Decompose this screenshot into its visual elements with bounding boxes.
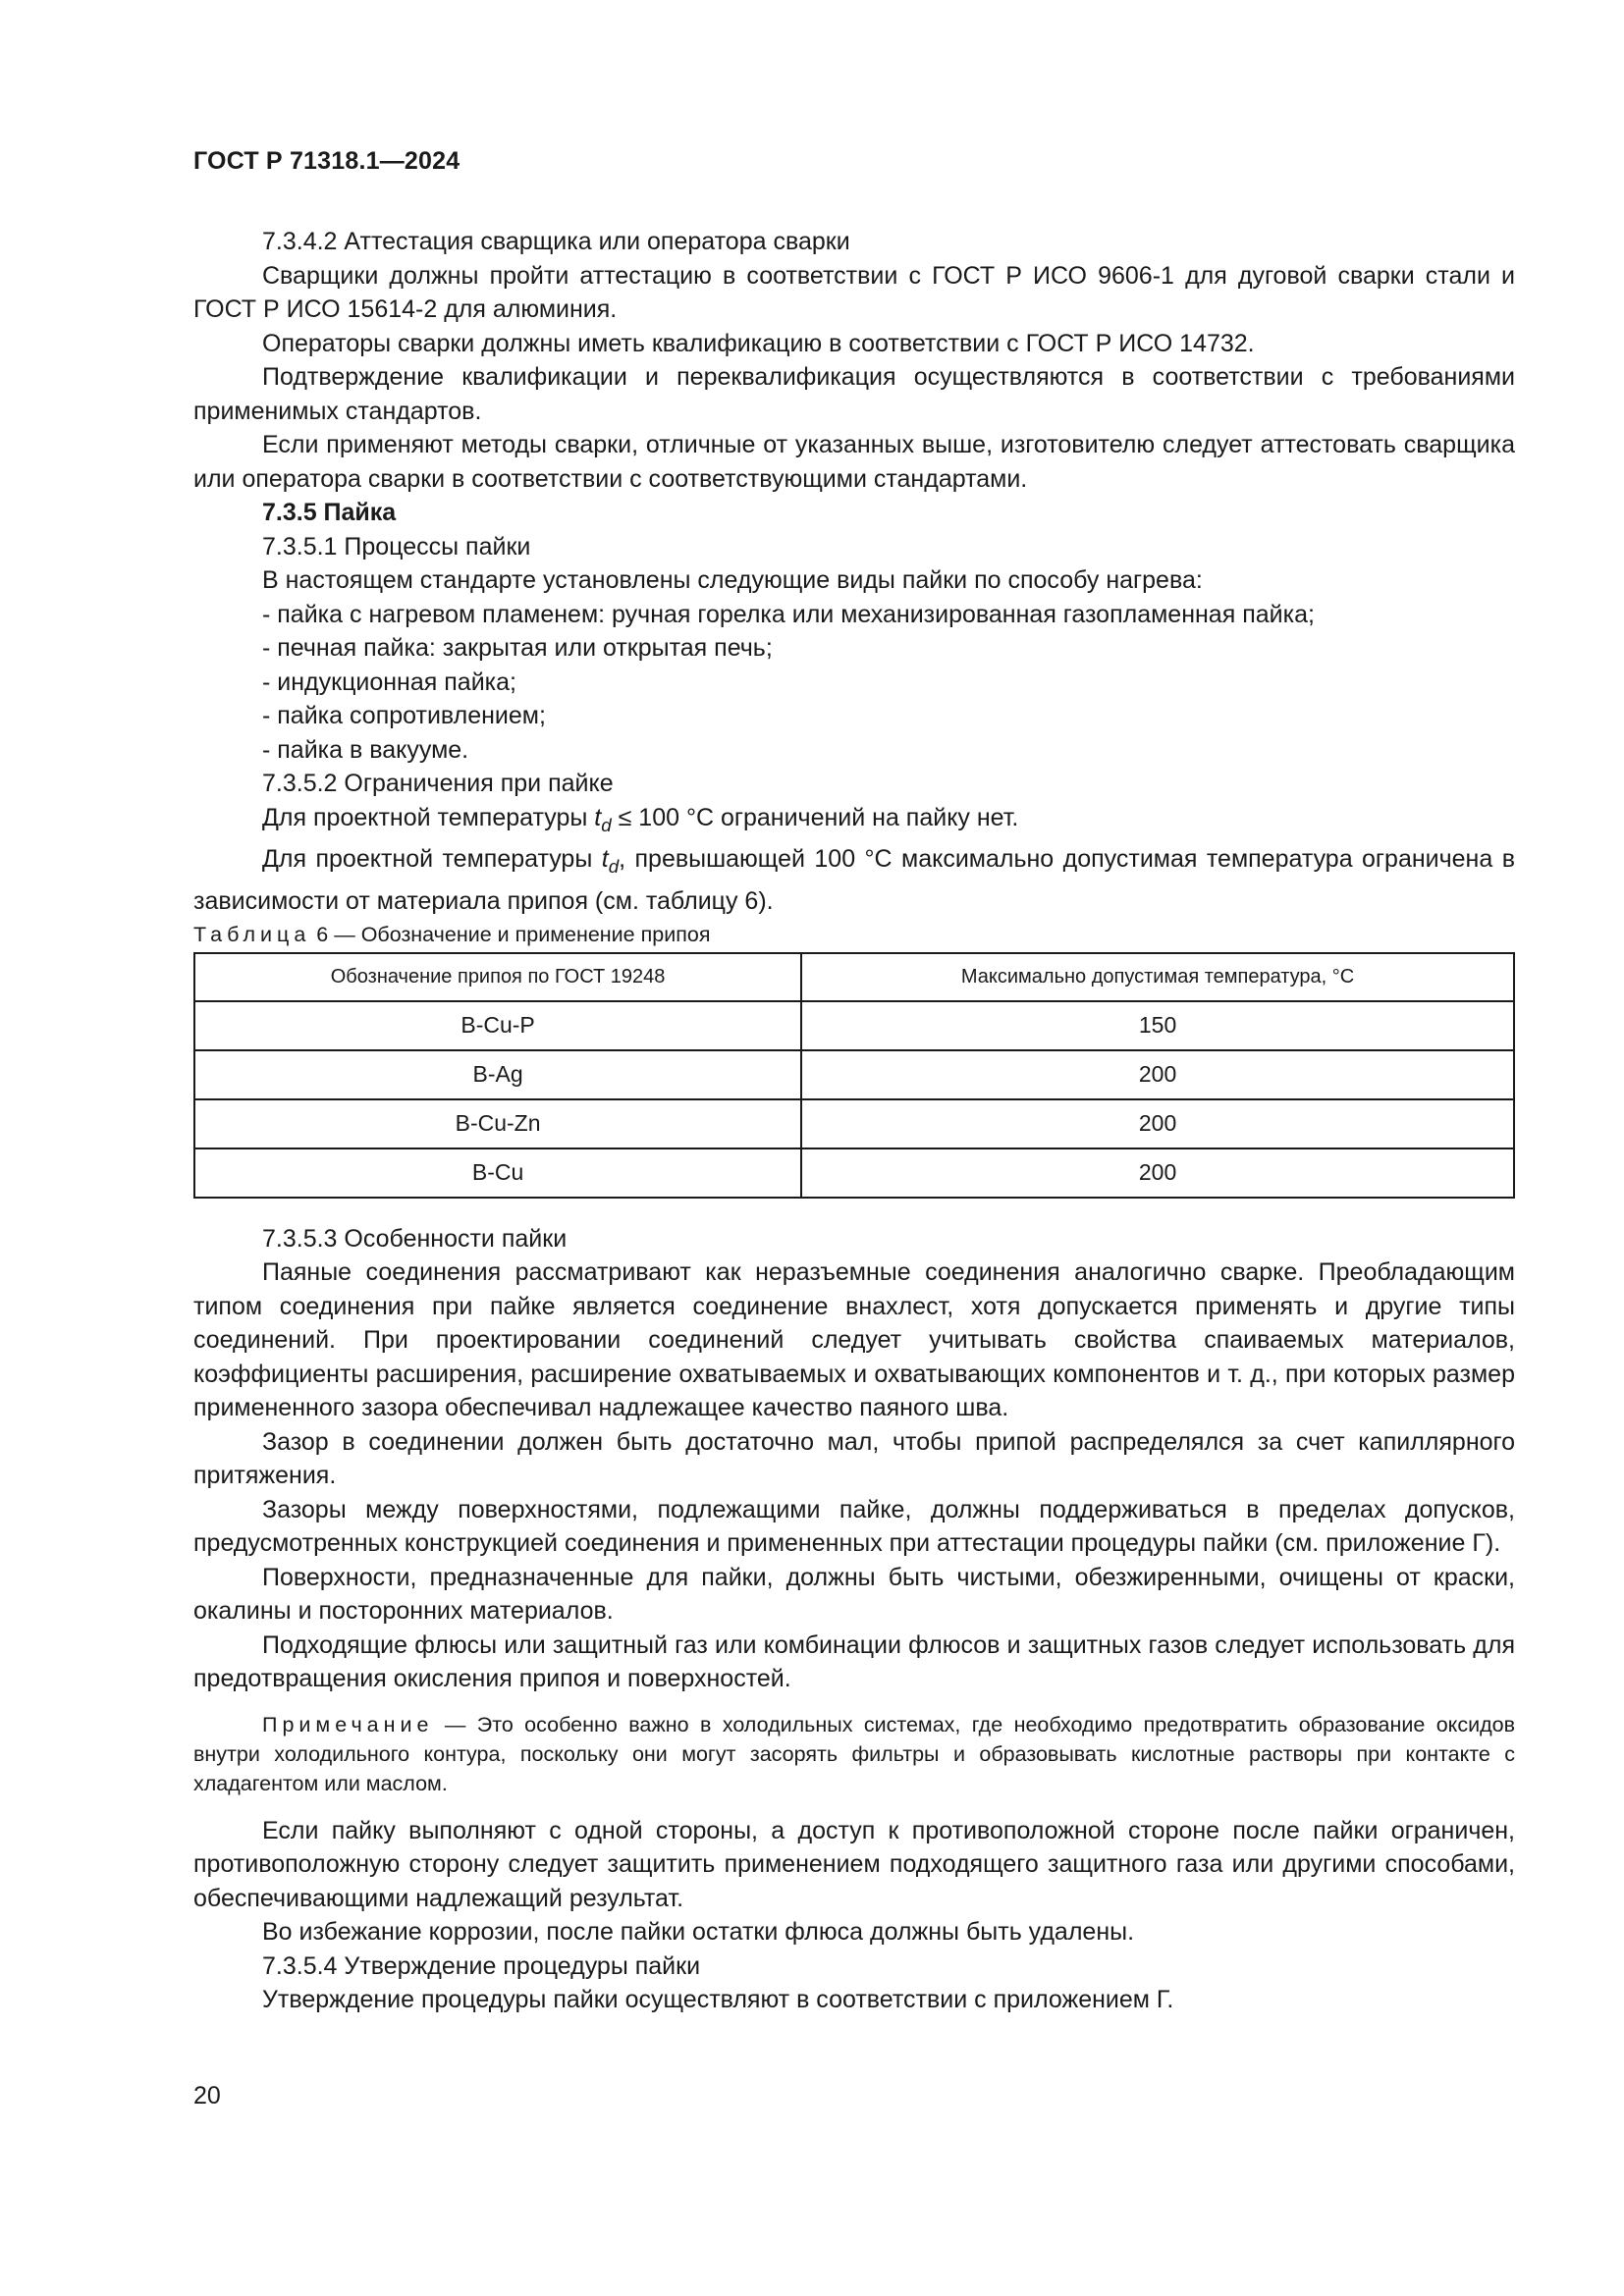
paragraph: Если пайку выполняют с одной стороны, а доступ к противоположной стороне после пайки ограничен, противоположную сторону следует защитить применением подходящего защитного газа или другими способами, обеспечивающими надлежащий результат. <box>193 1816 1515 1912</box>
paragraph: Утверждение процедуры пайки осуществляют в соответствии с приложением Г. <box>262 1986 1174 2013</box>
list-item: - пайка в вакууме. <box>262 735 469 764</box>
document-header: ГОСТ Р 71318.1—2024 <box>193 147 460 175</box>
section-heading: 7.3.5.3 Особенности пайки <box>262 1224 568 1253</box>
text-run: Для проектной температуры <box>262 845 602 873</box>
table-caption-text: 6 — Обозначение и применение припоя <box>310 923 711 946</box>
table-cell: B-Cu-Zn <box>194 1099 801 1148</box>
column-header-max-temperature: Максимально допустимая температура, °С <box>801 953 1514 1001</box>
design-temperature-symbol: $t_d$ <box>594 803 612 835</box>
section-heading: 7.3.5.2 Ограничения при пайке <box>262 770 614 797</box>
paragraph: Паяные соединения рассматривают как неразъемные соединения аналогично сварке. Преобладающим типом соединения при пайке является соединение внахлест, хотя допускается применять и другие типы соединений. При проектировании соединений следует учитывать свойства спаиваемых материалов, коэффициенты расширения, расширение охватываемых и охватывающих компонентов и т. д., при которых размер примененного зазора обеспечивал надлежащее качество паяного шва. <box>193 1258 1515 1421</box>
list-item: - печная пайка: закрытая или открытая печь; <box>262 634 773 662</box>
table-cell: 150 <box>801 1001 1514 1050</box>
table-row <box>194 1001 1514 1050</box>
paragraph: Подходящие флюсы или защитный газ или комбинации флюсов и защитных газов следует использовать для предотвращения окисления припоя и поверхностей. <box>193 1630 1515 1692</box>
table-cell: B-Cu <box>194 1148 801 1198</box>
paragraph: Во избежание коррозии, после пайки остатки флюса должны быть удалены. <box>262 1918 1135 1946</box>
note-label: Примечание <box>262 1712 434 1736</box>
paragraph: Зазоры между поверхностями, подлежащими пайке, должны поддерживаться в пределах допусков, предусмотренных конструкцией соединения и примененных при аттестации процедуры пайки (см. приложение Г). <box>193 1495 1515 1557</box>
paragraph: Зазор в соединении должен быть достаточно мал, чтобы припой распределялся за счет капиллярного притяжения. <box>193 1427 1515 1489</box>
page-number: 20 <box>193 2082 221 2109</box>
list-item: - индукционная пайка; <box>262 667 516 696</box>
list-item: - пайка с нагревом пламенем: ручная горелка или механизированная газопламенная пайка; <box>262 600 1315 628</box>
paragraph: Операторы сварки должны иметь квалификацию в соответствии с ГОСТ Р ИСО 14732. <box>262 329 1255 357</box>
table-row <box>194 1148 1514 1198</box>
section-heading: 7.3.5.4 Утверждение процедуры пайки <box>262 1951 701 1980</box>
text-run: Для проектной температуры <box>262 803 595 831</box>
text-run: , превышающей 100 °C максимально допустимая температура ограничена в зависимости от материала припоя (см. таблицу 6). <box>193 845 1515 915</box>
table-cell: 200 <box>801 1050 1514 1099</box>
text-run: ≤ 100 °C ограничений на пайку нет. <box>611 803 1019 831</box>
document-body <box>193 225 1515 2017</box>
paragraph: Подтверждение квалификации и переквалификация осуществляются в соответствии с требованиями применимых стандартов. <box>193 363 1515 425</box>
paragraph: В настоящем стандарте установлены следующие виды пайки по способу нагрева: <box>262 566 1203 594</box>
solder-table <box>193 952 1515 1199</box>
table-cell: B-Cu-P <box>194 1001 801 1050</box>
table-caption-label: Таблица <box>193 923 311 946</box>
note-text: — Это особенно важно в холодильных системах, где необходимо предотвратить образование оксидов внутри холодильного контура, поскольку они могут засорять фильтры и образовывать кислотные растворы при контакте с хладагентом или маслом. <box>193 1712 1515 1795</box>
design-temperature-symbol: $t_d$ <box>601 845 620 877</box>
section-heading-bold: 7.3.5 Пайка <box>262 499 397 526</box>
paragraph <box>193 842 1515 918</box>
table-row <box>194 1050 1514 1099</box>
table-header-row <box>194 953 1514 1001</box>
table-caption <box>193 918 1515 952</box>
column-header-designation: Обозначение припоя по ГОСТ 19248 <box>194 953 801 1001</box>
table-cell: 200 <box>801 1148 1514 1198</box>
paragraph <box>193 801 1515 843</box>
table-cell: B-Ag <box>194 1050 801 1099</box>
paragraph: Поверхности, предназначенные для пайки, должны быть чистыми, обезжиренными, очищены от краски, окалины и посторонних материалов. <box>193 1563 1515 1625</box>
list-item: - пайка сопротивлением; <box>262 702 546 729</box>
paragraph: Сварщики должны пройти аттестацию в соответствии с ГОСТ Р ИСО 9606-1 для дуговой сварки стали и ГОСТ Р ИСО 15614-2 для алюминия. <box>193 261 1515 323</box>
paragraph: Если применяют методы сварки, отличные от указанных выше, изготовителю следует аттестовать сварщика или оператора сварки в соответствии с соответствующими стандартами. <box>193 431 1515 493</box>
section-heading: 7.3.4.2 Аттестация сварщика или оператора сварки <box>262 228 850 255</box>
table-cell: 200 <box>801 1099 1514 1148</box>
section-heading: 7.3.5.1 Процессы пайки <box>262 532 531 561</box>
note <box>193 1710 1515 1798</box>
table-row <box>194 1099 1514 1148</box>
